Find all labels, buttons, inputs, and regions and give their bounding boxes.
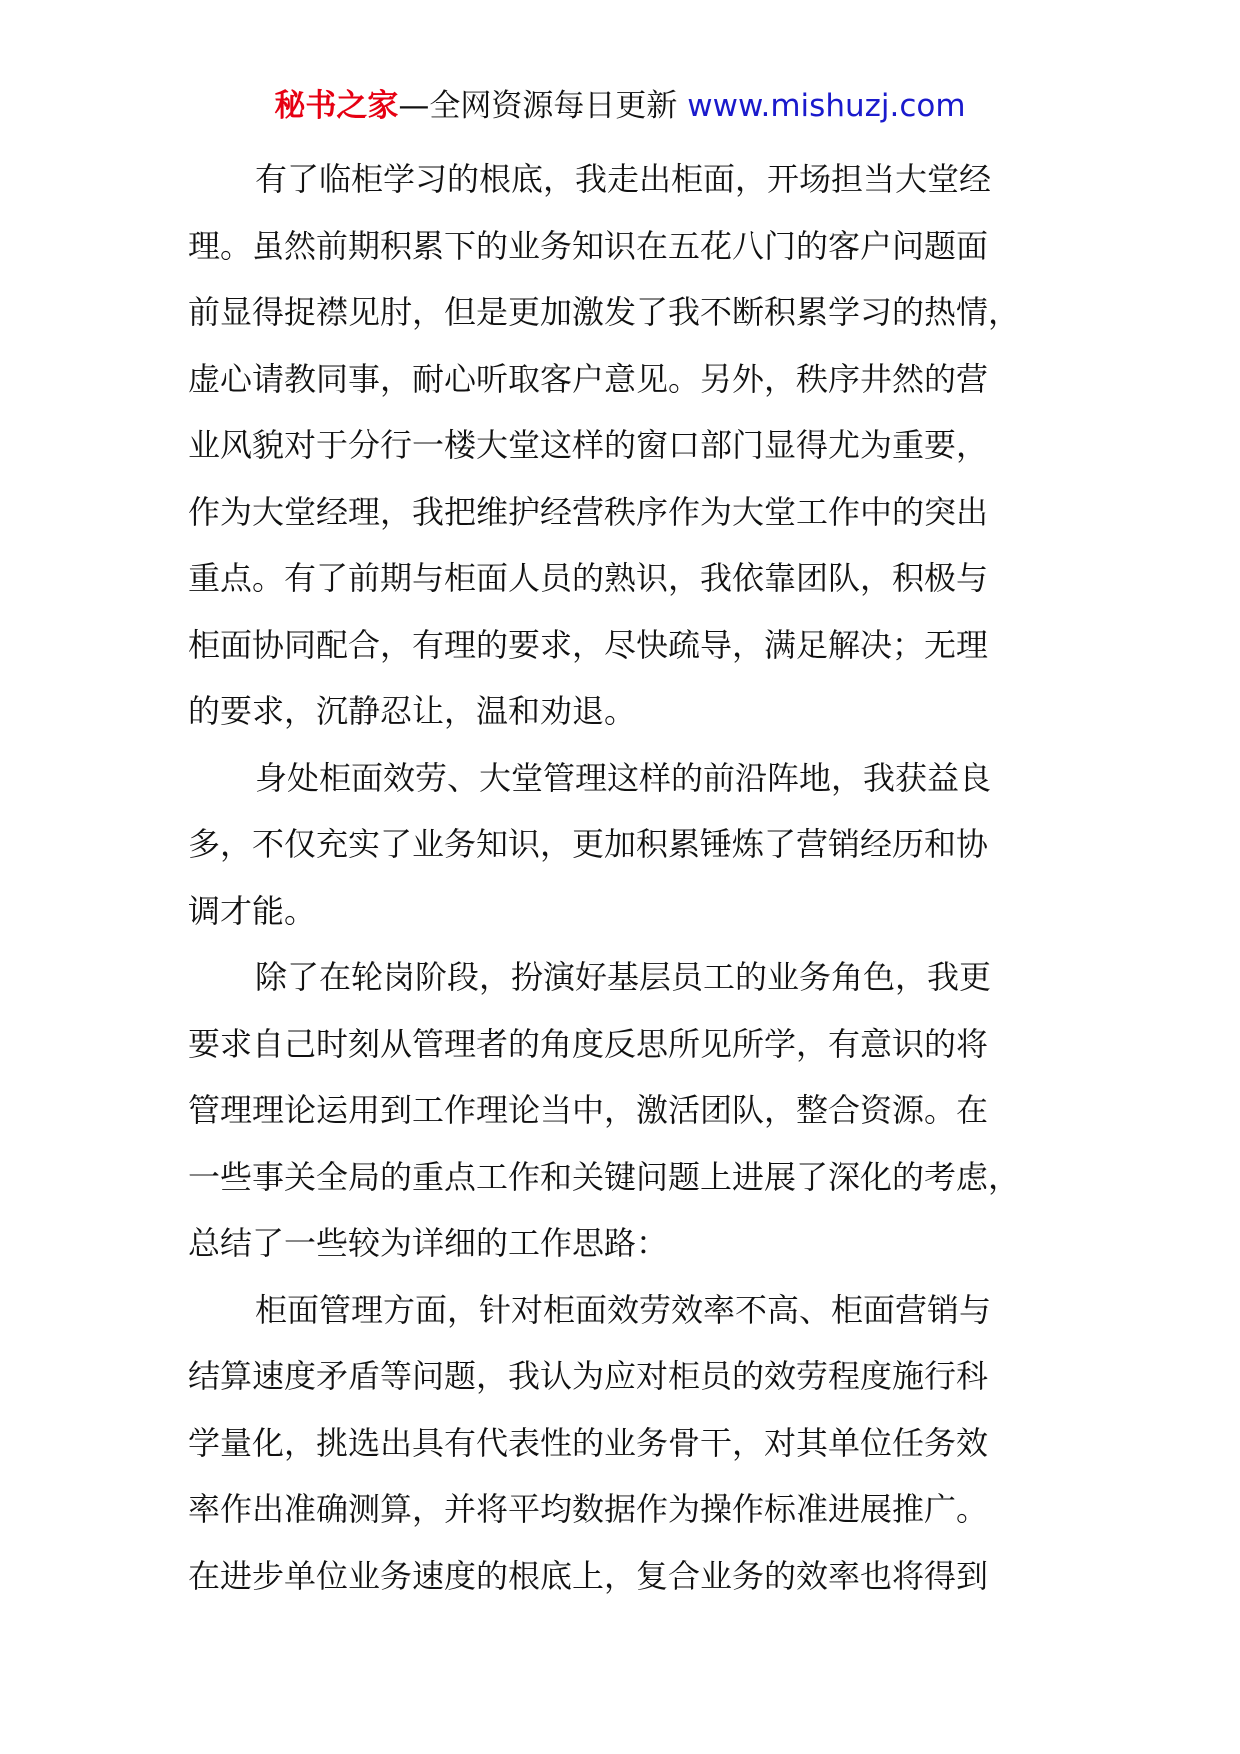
paragraph-1 (188, 146, 1060, 745)
paragraph-2 (188, 745, 1060, 945)
text-line: 柜面协同配合，有理的要求，尽快疏导，满足解决；无理 (188, 625, 989, 664)
text-line: 理。虽然前期积累下的业务知识在五花八门的客户问题面 (188, 226, 989, 265)
text-line: 总结了一些较为详细的工作思路： (188, 1224, 669, 1262)
text-line: 有了临柜学习的根底，我走出柜面，开场担当大堂经 (255, 160, 992, 198)
text-line: 一些事关全局的重点工作和关键问题上进展了深化的考虑， (188, 1157, 1021, 1196)
text-line: 身处柜面效劳、大堂管理这样的前沿阵地，我获益良 (255, 758, 992, 797)
text-line: 柜面管理方面，针对柜面效劳效率不高、柜面营销与 (255, 1290, 992, 1329)
text-line: 业风貌对于分行一楼大堂这样的窗口部门显得尤为重要， (188, 426, 989, 464)
text-line: 管理理论运用到工作理论当中，激活团队，整合资源。在 (188, 1091, 989, 1129)
text-line: 除了在轮岗阶段，扮演好基层员工的业务角色，我更 (255, 958, 992, 996)
text-line: 在进步单位业务速度的根底上，复合业务的效率也将得到 (188, 1556, 989, 1595)
text-line: 率作出准确测算，并将平均数据作为操作标准进展推广。 (188, 1490, 989, 1528)
paragraph-4 (188, 1277, 1060, 1610)
page-header (0, 86, 1240, 126)
brand-name: 秘书之家 (274, 88, 399, 124)
text-line: 调才能。 (188, 891, 317, 930)
text-line: 前显得捉襟见肘，但是更加激发了我不断积累学习的热情， (188, 293, 1021, 331)
text-line: 重点。有了前期与柜面人员的熟识，我依靠团队，积极与 (188, 559, 989, 597)
text-line: 多，不仅充实了业务知识，更加积累锤炼了营销经历和协 (188, 825, 989, 863)
text-line: 学量化，挑选出具有代表性的业务骨干，对其单位任务效 (188, 1423, 989, 1462)
website-link[interactable]: www.mishuzj.com (687, 88, 966, 124)
header-tagline: —全网资源每日更新 (398, 88, 678, 124)
paragraph-3 (188, 944, 1060, 1277)
document-body (188, 146, 1060, 1609)
text-line: 虚心请教同事，耐心听取客户意见。另外，秩序井然的营 (188, 359, 989, 398)
text-line: 要求自己时刻从管理者的角度反思所见所学，有意识的将 (188, 1024, 989, 1063)
text-line: 作为大堂经理，我把维护经营秩序作为大堂工作中的突出 (188, 492, 989, 531)
text-line: 结算速度矛盾等问题，我认为应对柜员的效劳程度施行科 (188, 1357, 989, 1395)
text-line: 的要求，沉静忍让，温和劝退。 (188, 692, 637, 730)
